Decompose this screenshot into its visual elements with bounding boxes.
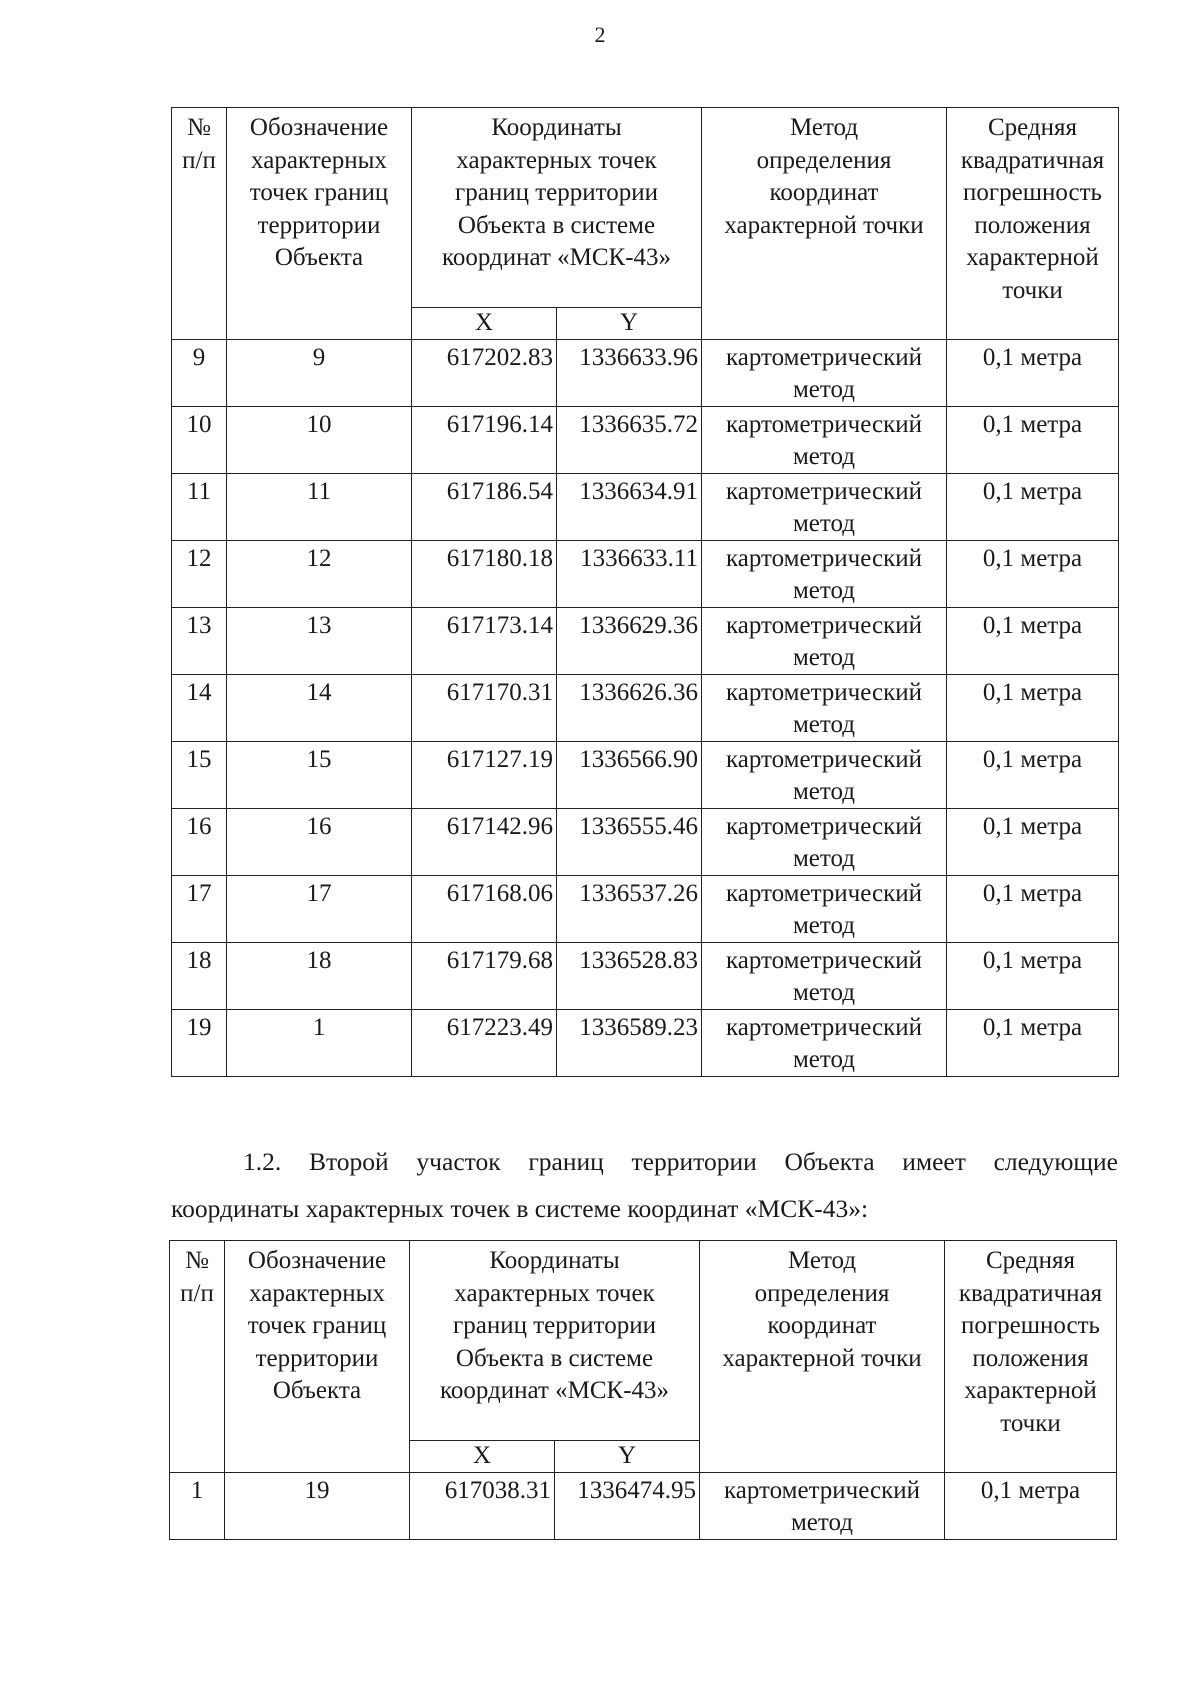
cell-row-number: 18 <box>172 943 227 1010</box>
cell-point-designation: 11 <box>227 474 412 541</box>
paragraph-line-2: координаты характерных точек в системе координат «МСК-43»: <box>171 1194 869 1223</box>
table-row <box>172 809 1119 876</box>
cell-x: 617179.68 <box>412 943 557 1010</box>
cell-method <box>702 809 947 876</box>
cell-x: 617170.31 <box>412 675 557 742</box>
method-line-1: картометрический <box>726 746 922 773</box>
cell-error: 0,1 метра <box>947 407 1119 474</box>
cell-row-number: 10 <box>172 407 227 474</box>
method-line-1: картометрический <box>726 947 922 974</box>
table-row <box>172 407 1119 474</box>
cell-point-designation: 1 <box>227 1010 412 1077</box>
method-line-2: метод <box>792 644 855 671</box>
method-line-1: картометрический <box>726 813 922 840</box>
table-row <box>172 742 1119 809</box>
method-line-1: картометрический <box>724 1477 920 1504</box>
cell-x: 617168.06 <box>412 876 557 943</box>
cell-error: 0,1 метра <box>947 340 1119 407</box>
method-line-1: картометрический <box>726 411 922 438</box>
cell-row-number: 1 <box>170 1473 225 1540</box>
table-row <box>172 943 1119 1010</box>
cell-x: 617142.96 <box>412 809 557 876</box>
cell-row-number: 19 <box>172 1010 227 1077</box>
header-num: № п/п <box>170 1241 225 1473</box>
method-line-2: метод <box>792 778 855 805</box>
cell-row-number: 9 <box>172 340 227 407</box>
cell-row-number: 11 <box>172 474 227 541</box>
section-paragraph <box>171 1138 1118 1232</box>
method-line-1: картометрический <box>726 880 922 907</box>
cell-row-number: 13 <box>172 608 227 675</box>
cell-method <box>702 742 947 809</box>
cell-x: 617196.14 <box>412 407 557 474</box>
method-line-2: метод <box>792 1046 855 1073</box>
cell-error: 0,1 метра <box>947 608 1119 675</box>
method-line-2: метод <box>792 711 855 738</box>
cell-method <box>702 407 947 474</box>
cell-error: 0,1 метра <box>947 1010 1119 1077</box>
table-row <box>172 608 1119 675</box>
cell-row-number: 16 <box>172 809 227 876</box>
header-x: X <box>412 308 557 340</box>
header-x: X <box>410 1441 555 1473</box>
cell-x: 617202.83 <box>412 340 557 407</box>
header-y: Y <box>557 308 702 340</box>
header-designation: Обозначение характерных точек границ территории Объекта <box>225 1241 410 1473</box>
cell-point-designation: 13 <box>227 608 412 675</box>
cell-y: 1336474.95 <box>555 1473 700 1540</box>
cell-y: 1336528.83 <box>557 943 702 1010</box>
header-y: Y <box>555 1441 700 1473</box>
method-line-1: картометрический <box>726 1014 922 1041</box>
cell-y: 1336537.26 <box>557 876 702 943</box>
cell-x: 617127.19 <box>412 742 557 809</box>
cell-method <box>700 1473 945 1540</box>
cell-y: 1336634.91 <box>557 474 702 541</box>
cell-y: 1336633.96 <box>557 340 702 407</box>
paragraph-line-1: 1.2. Второй участок границ территории Объекта имеет следующие <box>243 1147 1118 1176</box>
method-line-2: метод <box>792 510 855 537</box>
cell-y: 1336589.23 <box>557 1010 702 1077</box>
cell-method <box>702 608 947 675</box>
cell-point-designation: 16 <box>227 809 412 876</box>
cell-row-number: 14 <box>172 675 227 742</box>
method-line-1: картометрический <box>726 679 922 706</box>
cell-error: 0,1 метра <box>947 474 1119 541</box>
cell-point-designation: 15 <box>227 742 412 809</box>
table-row <box>172 541 1119 608</box>
cell-point-designation: 17 <box>227 876 412 943</box>
method-line-1: картометрический <box>726 344 922 371</box>
cell-error: 0,1 метра <box>945 1473 1117 1540</box>
cell-row-number: 12 <box>172 541 227 608</box>
cell-y: 1336626.36 <box>557 675 702 742</box>
cell-error: 0,1 метра <box>947 541 1119 608</box>
cell-error: 0,1 метра <box>947 876 1119 943</box>
cell-x: 617038.31 <box>410 1473 555 1540</box>
cell-y: 1336629.36 <box>557 608 702 675</box>
header-designation: Обозначение характерных точек границ территории Объекта <box>227 108 412 340</box>
cell-y: 1336555.46 <box>557 809 702 876</box>
method-line-1: картометрический <box>726 612 922 639</box>
header-coordinates: Координаты характерных точек границ территории Объекта в системе координат «МСК-43» <box>410 1241 700 1441</box>
method-line-2: метод <box>792 912 855 939</box>
cell-method <box>702 1010 947 1077</box>
table-row <box>172 474 1119 541</box>
cell-error: 0,1 метра <box>947 742 1119 809</box>
cell-row-number: 15 <box>172 742 227 809</box>
table-row <box>172 876 1119 943</box>
table-row <box>170 1473 1117 1540</box>
cell-method <box>702 541 947 608</box>
method-line-1: картометрический <box>726 478 922 505</box>
header-num: № п/п <box>172 108 227 340</box>
cell-x: 617223.49 <box>412 1010 557 1077</box>
cell-x: 617186.54 <box>412 474 557 541</box>
cell-error: 0,1 метра <box>947 943 1119 1010</box>
cell-point-designation: 19 <box>225 1473 410 1540</box>
cell-method <box>702 675 947 742</box>
cell-x: 617173.14 <box>412 608 557 675</box>
cell-method <box>702 876 947 943</box>
method-line-2: метод <box>792 443 855 470</box>
cell-point-designation: 18 <box>227 943 412 1010</box>
cell-point-designation: 14 <box>227 675 412 742</box>
coordinates-table-2 <box>169 1240 1117 1540</box>
cell-method <box>702 340 947 407</box>
cell-row-number: 17 <box>172 876 227 943</box>
header-method: Метод определения координат характерной точки <box>702 108 947 340</box>
header-coordinates: Координаты характерных точек границ территории Объекта в системе координат «МСК-43» <box>412 108 702 308</box>
table-row <box>172 675 1119 742</box>
method-line-1: картометрический <box>726 545 922 572</box>
header-error: Средняя квадратичная погрешность положения характерной точки <box>945 1241 1117 1473</box>
coordinates-table-1 <box>171 107 1119 1077</box>
cell-point-designation: 9 <box>227 340 412 407</box>
header-method: Метод определения координат характерной точки <box>700 1241 945 1473</box>
page-number: 2 <box>594 22 606 47</box>
table-row <box>172 340 1119 407</box>
cell-y: 1336566.90 <box>557 742 702 809</box>
cell-y: 1336633.11 <box>557 541 702 608</box>
cell-y: 1336635.72 <box>557 407 702 474</box>
cell-error: 0,1 метра <box>947 675 1119 742</box>
method-line-2: метод <box>792 376 855 403</box>
cell-method <box>702 474 947 541</box>
method-line-2: метод <box>792 845 855 872</box>
cell-method <box>702 943 947 1010</box>
table-row <box>172 1010 1119 1077</box>
header-error: Средняя квадратичная погрешность положения характерной точки <box>947 108 1119 340</box>
cell-x: 617180.18 <box>412 541 557 608</box>
method-line-2: метод <box>792 577 855 604</box>
cell-error: 0,1 метра <box>947 809 1119 876</box>
cell-point-designation: 10 <box>227 407 412 474</box>
method-line-2: метод <box>792 979 855 1006</box>
cell-point-designation: 12 <box>227 541 412 608</box>
method-line-2: метод <box>790 1509 853 1536</box>
